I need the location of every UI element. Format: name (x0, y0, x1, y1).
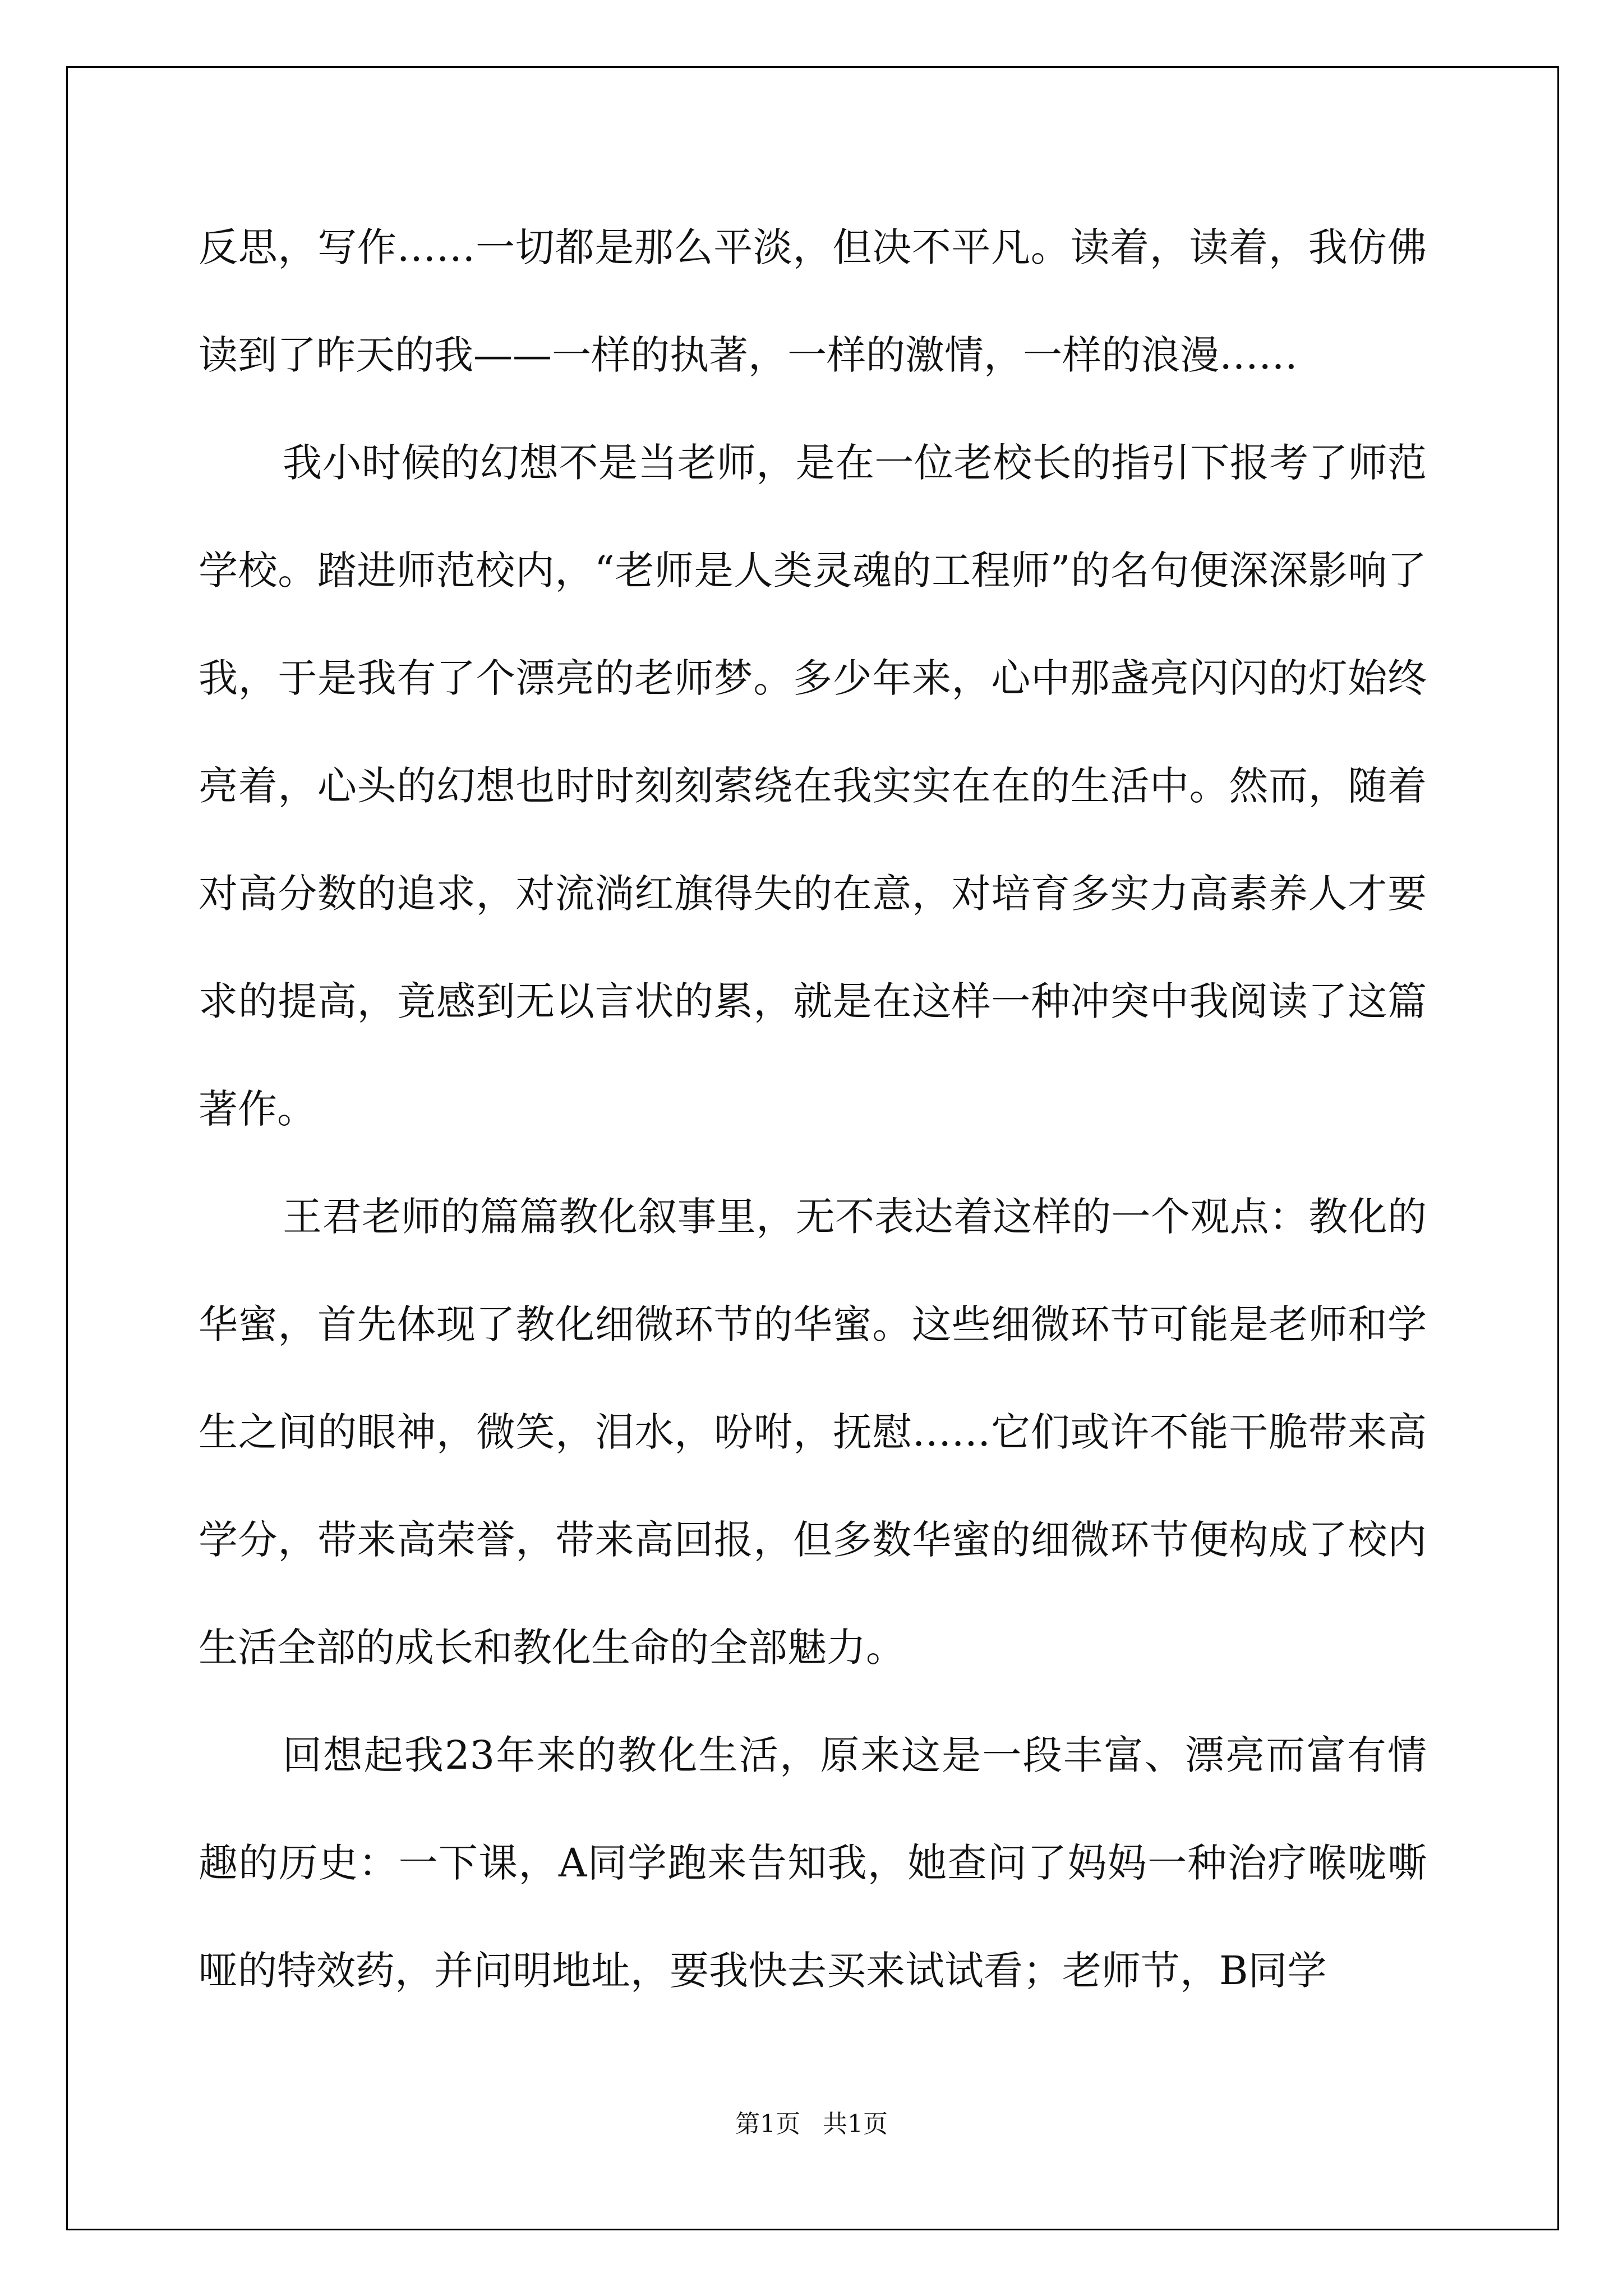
paragraph: 我小时候的幻想不是当老师，是在一位老校长的指引下报考了师范学校。踏进师范校内，“老师是人类灵魂的工程师”的名句便深深影响了我，于是我有了个漂亮的老师梦。多少年来，心中那盏亮闪闪的灯始终亮着，心头的幻想也时时刻刻萦绕在我实实在在的生活中。然而，随着对高分数的追求，对流淌红旗得失的在意，对培育多实力高素养人才要求的提高，竟感到无以言状的累，就是在这样一种冲突中我阅读了这篇著作。 (199, 440, 1427, 1132)
page-number-current: 第1页 (735, 2110, 800, 2138)
paragraph: 王君老师的篇篇教化叙事里，无不表达着这样的一个观点：教化的华蜜，首先体现了教化细微环节的华蜜。这些细微环节可能是老师和学生之间的眼神，微笑，泪水，吩咐，抚慰……它们或许不能干脆带来高学分，带来高荣誉，带来高回报，但多数华蜜的细微环节便构成了校内生活全部的成长和教化生命的全部魅力。 (199, 1194, 1427, 1671)
page-footer (0, 2104, 1623, 2139)
document-body (199, 194, 1427, 2024)
paragraph: 回想起我23年来的教化生活，原来这是一段丰富、漂亮而富有情趣的历史：一下课，A同学跑来告知我，她查问了妈妈一种治疗喉咙嘶哑的特效药，并问明地址，要我快去买来试试看；老师节，B同学 (199, 1732, 1427, 1994)
page-number-total: 共1页 (823, 2110, 888, 2138)
paragraph-continuation: 反思，写作……一切都是那么平淡，但决不平凡。读着，读着，我仿佛读到了昨天的我——一样的执著，一样的激情，一样的浪漫…… (199, 224, 1427, 378)
